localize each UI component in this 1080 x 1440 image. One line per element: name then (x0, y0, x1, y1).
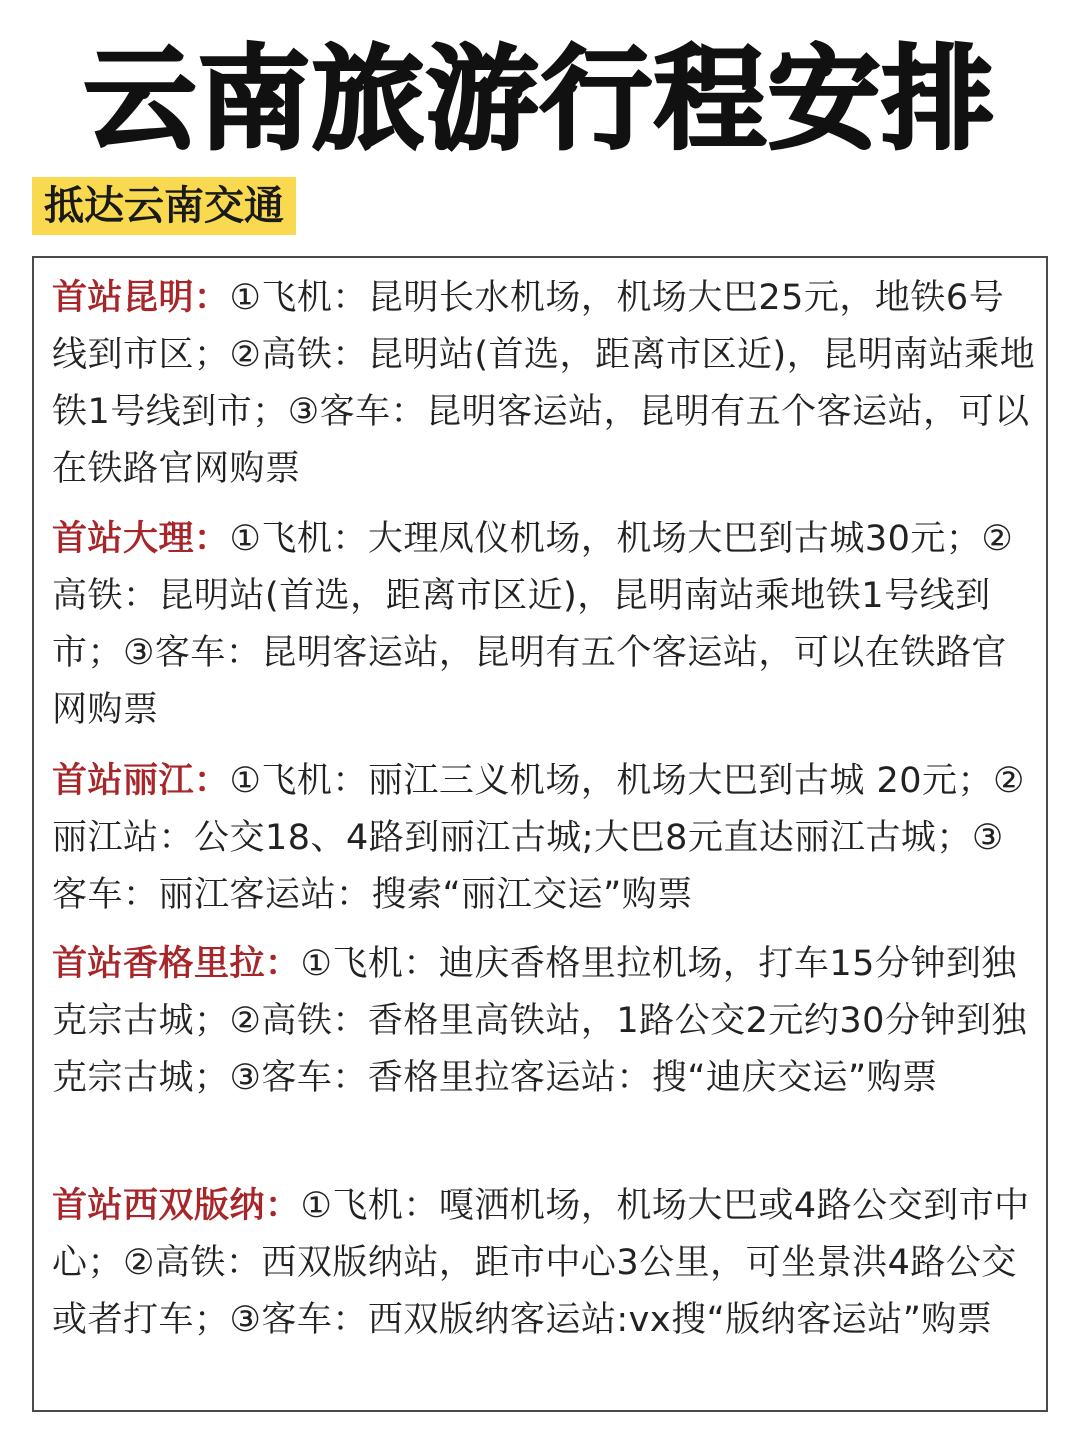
section-heading: 首站香格里拉： (52, 944, 301, 984)
page-title: 云南旅游行程安排 (84, 35, 996, 165)
section-heading: 首站丽江： (52, 761, 230, 801)
section-text: ①飞机：大理凤仪机场，机场大巴到古城30元；②高铁：昆明站(首选，距离市区近)，昆明南站乘地铁1号线到市；③客车：昆明客运站，昆明有五个客运站，可以在铁路官网购票 (52, 519, 1014, 730)
section-dali (52, 511, 1037, 739)
section-text: ①飞机：嘎洒机场，机场大巴或4路公交到市中心；②高铁：西双版纳站，距市中心3公里，可坐景洪4路公交或者打车；③客车：西双版纳客运站:vx搜“版纳客运站”购票 (52, 1186, 1030, 1340)
info-panel (32, 256, 1048, 1412)
section-shangri-la (52, 936, 1037, 1107)
section-text: ①飞机：丽江三义机场，机场大巴到古城 20元；②丽江站：公交18、4路到丽江古城;大巴8元直达丽江古城；③客车：丽江客运站：搜索“丽江交运”购票 (52, 761, 1025, 915)
section-lijiang (52, 753, 1037, 924)
section-heading: 首站昆明： (52, 278, 230, 318)
section-heading: 首站西双版纳： (52, 1186, 301, 1226)
section-text: ①飞机：迪庆香格里拉机场，打车15分钟到独克宗古城；②高铁：香格里高铁站，1路公交2元约30分钟到独克宗古城；③客车：香格里拉客运站：搜“迪庆交运”购票 (52, 944, 1027, 1098)
section-xishuangbanna (52, 1178, 1037, 1349)
section-heading: 首站大理： (52, 519, 230, 559)
section-subtitle: 抵达云南交通 (32, 177, 296, 235)
section-kunming (52, 270, 1037, 498)
section-text: ①飞机：昆明长水机场，机场大巴25元，地铁6号线到市区；②高铁：昆明站(首选，距离市区近)，昆明南站乘地铁1号线到市；③客车：昆明客运站，昆明有五个客运站，可以在铁路官网购票 (52, 278, 1036, 489)
